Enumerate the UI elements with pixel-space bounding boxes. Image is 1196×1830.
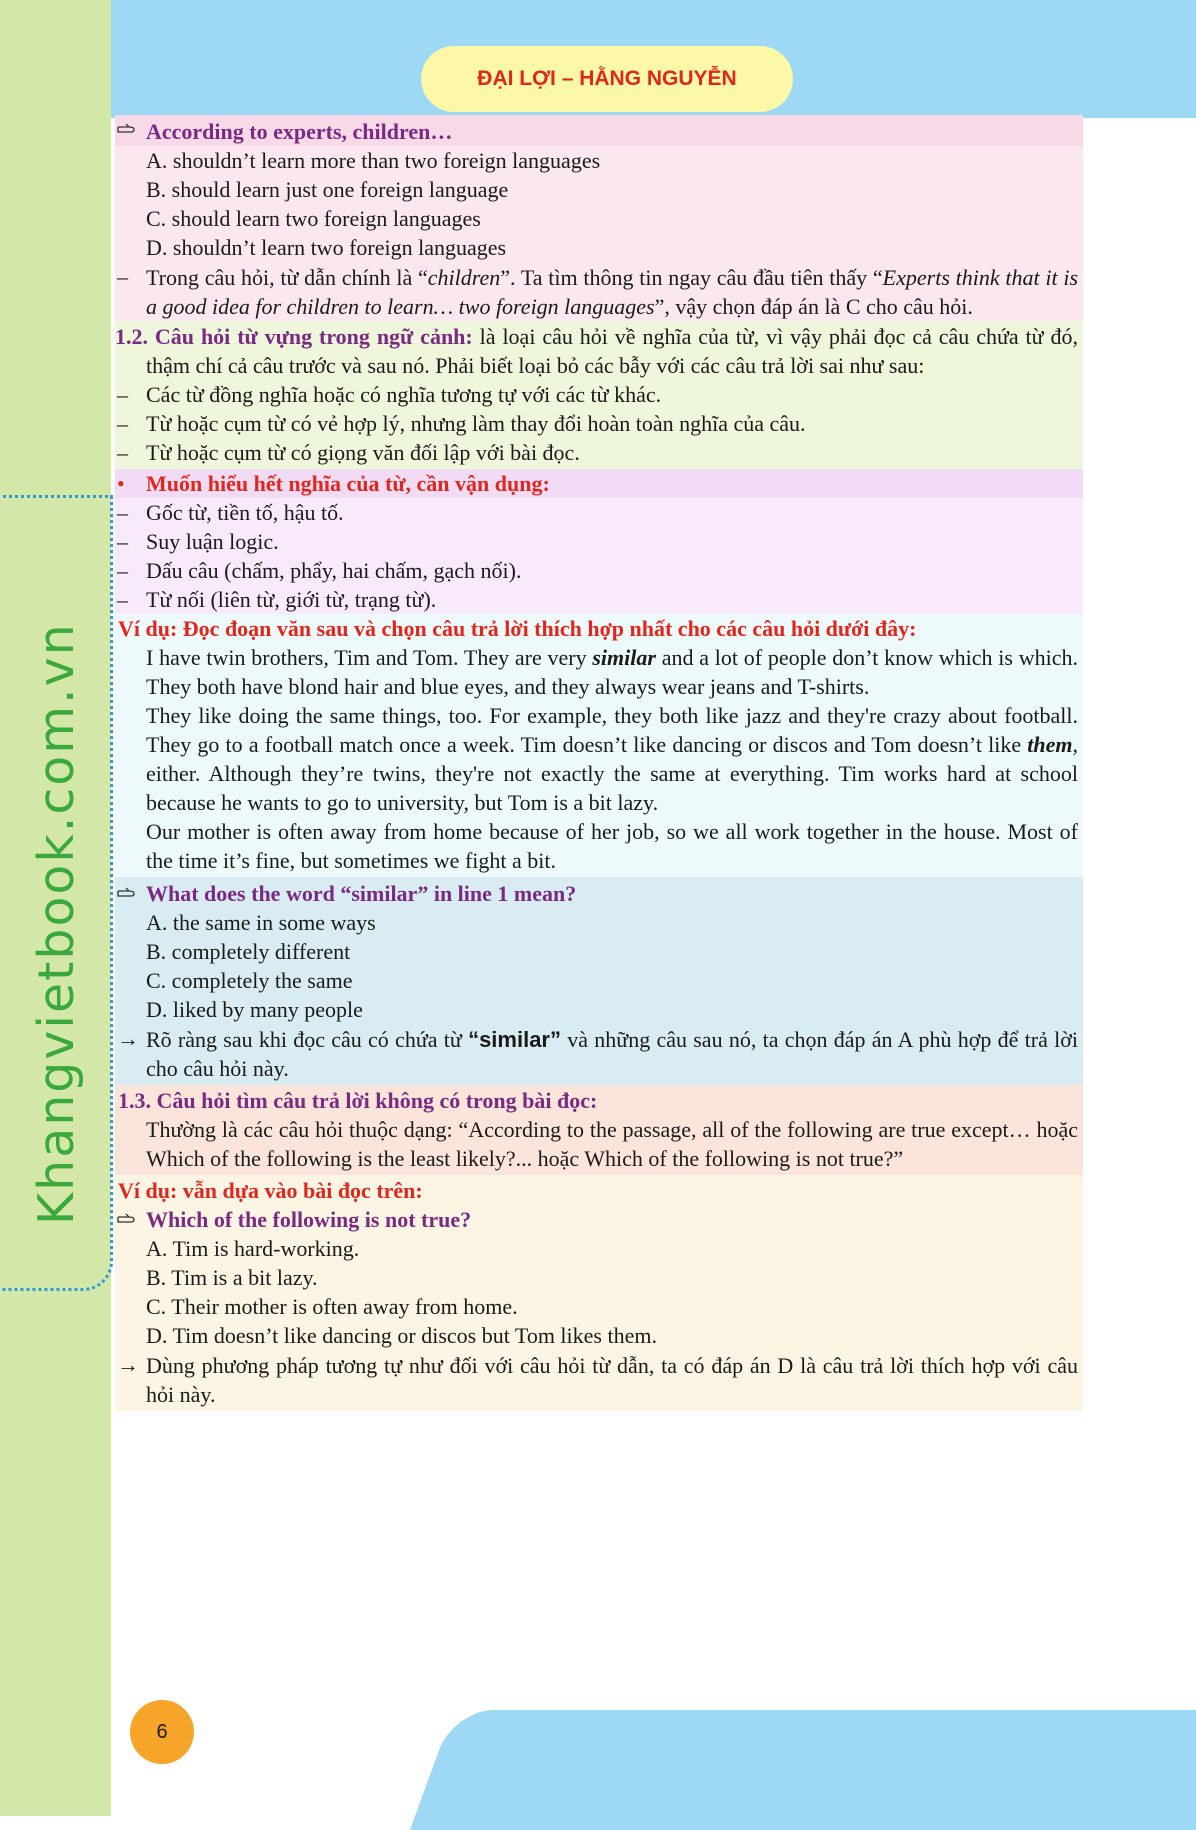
dash-marker: – xyxy=(117,264,128,289)
tips-title: Muốn hiểu hết nghĩa của từ, cần vận dụng: xyxy=(146,471,550,496)
option: B. should learn just one foreign language xyxy=(146,177,509,202)
list-item: – Từ nối (liên từ, giới từ, trạng từ). xyxy=(117,587,437,612)
list-item: – Dấu câu (chấm, phẩy, hai chấm, gạch nối). xyxy=(117,558,522,583)
option: C. Their mother is often away from home. xyxy=(146,1294,518,1319)
question-1-block xyxy=(115,115,1083,321)
list-item: – Suy luận logic. xyxy=(117,529,279,554)
option: D. shouldn’t learn two foreign languages xyxy=(146,235,507,260)
section-1-2 xyxy=(115,321,1083,469)
passage-paragraph-2: They like doing the same things, too. For example, they both like jazz and they're crazy about football. They go to a football match once a week. Tim doesn’t like dancing or discos and Tom doesn’t like them, either. Although they’re twins, they're not exactly the same at everything. Tim works hard at school because he wants to go to university, but Tom is a bit lazy. xyxy=(146,703,1078,815)
option: C. completely the same xyxy=(146,968,353,993)
question-3-title-row xyxy=(115,1205,1083,1234)
tips-title-row xyxy=(115,469,1083,498)
option: A. shouldn’t learn more than two foreign languages xyxy=(146,148,601,173)
question-2-block xyxy=(115,877,1083,1085)
arrow-icon: → xyxy=(117,1026,139,1051)
section-1-3 xyxy=(115,1085,1083,1175)
hand-pointing-icon xyxy=(117,879,143,908)
example-1-block xyxy=(115,614,1083,877)
question-1-explanation: – Trong câu hỏi, từ dẫn chính là “children”. Ta tìm thông tin ngay câu đầu tiên thấy “Experts think that it is a good idea for children to learn… two foreign languages”, vậy chọn đáp án là C cho câu hỏi. xyxy=(117,264,1078,319)
section-1-2-title: 1.2. Câu hỏi từ vựng trong ngữ cảnh: xyxy=(115,324,473,349)
question-2-title-row xyxy=(115,879,1083,908)
option: B. completely different xyxy=(146,939,351,964)
option: A. Tim is hard-working. xyxy=(146,1236,360,1261)
arrow-icon: → xyxy=(117,1352,139,1377)
list-item: – Từ hoặc cụm từ có giọng văn đối lập với bài đọc. xyxy=(117,440,580,465)
hand-pointing-icon xyxy=(117,1205,143,1234)
question-3-text: Which of the following is not true? xyxy=(146,1207,472,1232)
section-1-3-title-row xyxy=(115,1086,1083,1115)
option: A. the same in some ways xyxy=(146,910,376,935)
passage-paragraph-1: I have twin brothers, Tim and Tom. They are very similar and a lot of people don’t know which is which. They both have blond hair and blue eyes, and they always wear jeans and T-shirts. xyxy=(146,645,1078,699)
tips-block xyxy=(115,469,1083,614)
bottom-decor-shape xyxy=(410,1710,1196,1830)
option: D. liked by many people xyxy=(146,997,363,1022)
question-3-explanation: → Dùng phương pháp tương tự như đối với câu hỏi từ dẫn, ta có đáp án D là câu trả lời thích hợp với câu hỏi này. xyxy=(117,1352,1078,1407)
question-2-text: What does the word “similar” in line 1 mean? xyxy=(146,881,577,906)
list-item: – Gốc từ, tiền tố, hậu tố. xyxy=(117,500,344,525)
example-1-title-row xyxy=(115,614,1083,643)
publisher-website: Khangvietbook.com.vn xyxy=(28,622,85,1225)
option: C. should learn two foreign languages xyxy=(146,206,481,231)
question-2-explanation: → Rõ ràng sau khi đọc câu có chứa từ “similar” và những câu sau nó, ta chọn đáp án A phù hợp để trả lời cho câu hỏi này. xyxy=(117,1026,1078,1081)
example-2-title: Ví dụ: vẫn dựa vào bài đọc trên: xyxy=(118,1178,423,1203)
question-1-text: According to experts, children… xyxy=(146,119,453,144)
list-item: – Các từ đồng nghĩa hoặc có nghĩa tương tự với các từ khác. xyxy=(117,382,662,407)
option: D. Tim doesn’t like dancing or discos but Tom likes them. xyxy=(146,1323,657,1348)
option: B. Tim is a bit lazy. xyxy=(146,1265,318,1290)
bullet-dot: • xyxy=(117,471,125,496)
passage-paragraph-3: Our mother is often away from home because of her job, so we all work together in the house. Most of the time it’s fine, but sometimes we fight a bit. xyxy=(146,819,1078,873)
tips-list xyxy=(115,498,1083,614)
example-2-block xyxy=(115,1175,1083,1411)
question-1-options xyxy=(115,146,1083,321)
example-2-title-row xyxy=(115,1176,1083,1205)
example-1-title: Ví dụ: Đọc đoạn văn sau và chọn câu trả lời thích hợp nhất cho các câu hỏi dưới đây: xyxy=(118,616,917,641)
list-item: – Từ hoặc cụm từ có vẻ hợp lý, nhưng làm thay đổi hoàn toàn nghĩa của câu. xyxy=(117,411,806,436)
book-header-title: ĐẠI LỢI – HẰNG NGUYỄN xyxy=(421,46,793,112)
question-1-title-row xyxy=(115,115,1083,146)
section-1-2-intro: 1.2. Câu hỏi từ vựng trong ngữ cảnh: là loại câu hỏi về nghĩa của từ, vì vậy phải đọc cả câu chứa từ đó, thậm chí cả câu trước và sau nó. Phải biết loại bỏ các bẫy với các câu trả lời sai như sau: xyxy=(115,324,1079,378)
section-1-3-title: 1.3. Câu hỏi tìm câu trả lời không có trong bài đọc: xyxy=(118,1088,598,1113)
hand-pointing-icon xyxy=(117,115,143,144)
page-content xyxy=(115,115,1083,1411)
page-number: 6 xyxy=(130,1700,194,1764)
section-1-3-text: Thường là các câu hỏi thuộc dạng: “According to the passage, all of the following are true except… hoặc Which of the following is the least likely?... hoặc Which of the following is not true?” xyxy=(146,1117,1078,1171)
